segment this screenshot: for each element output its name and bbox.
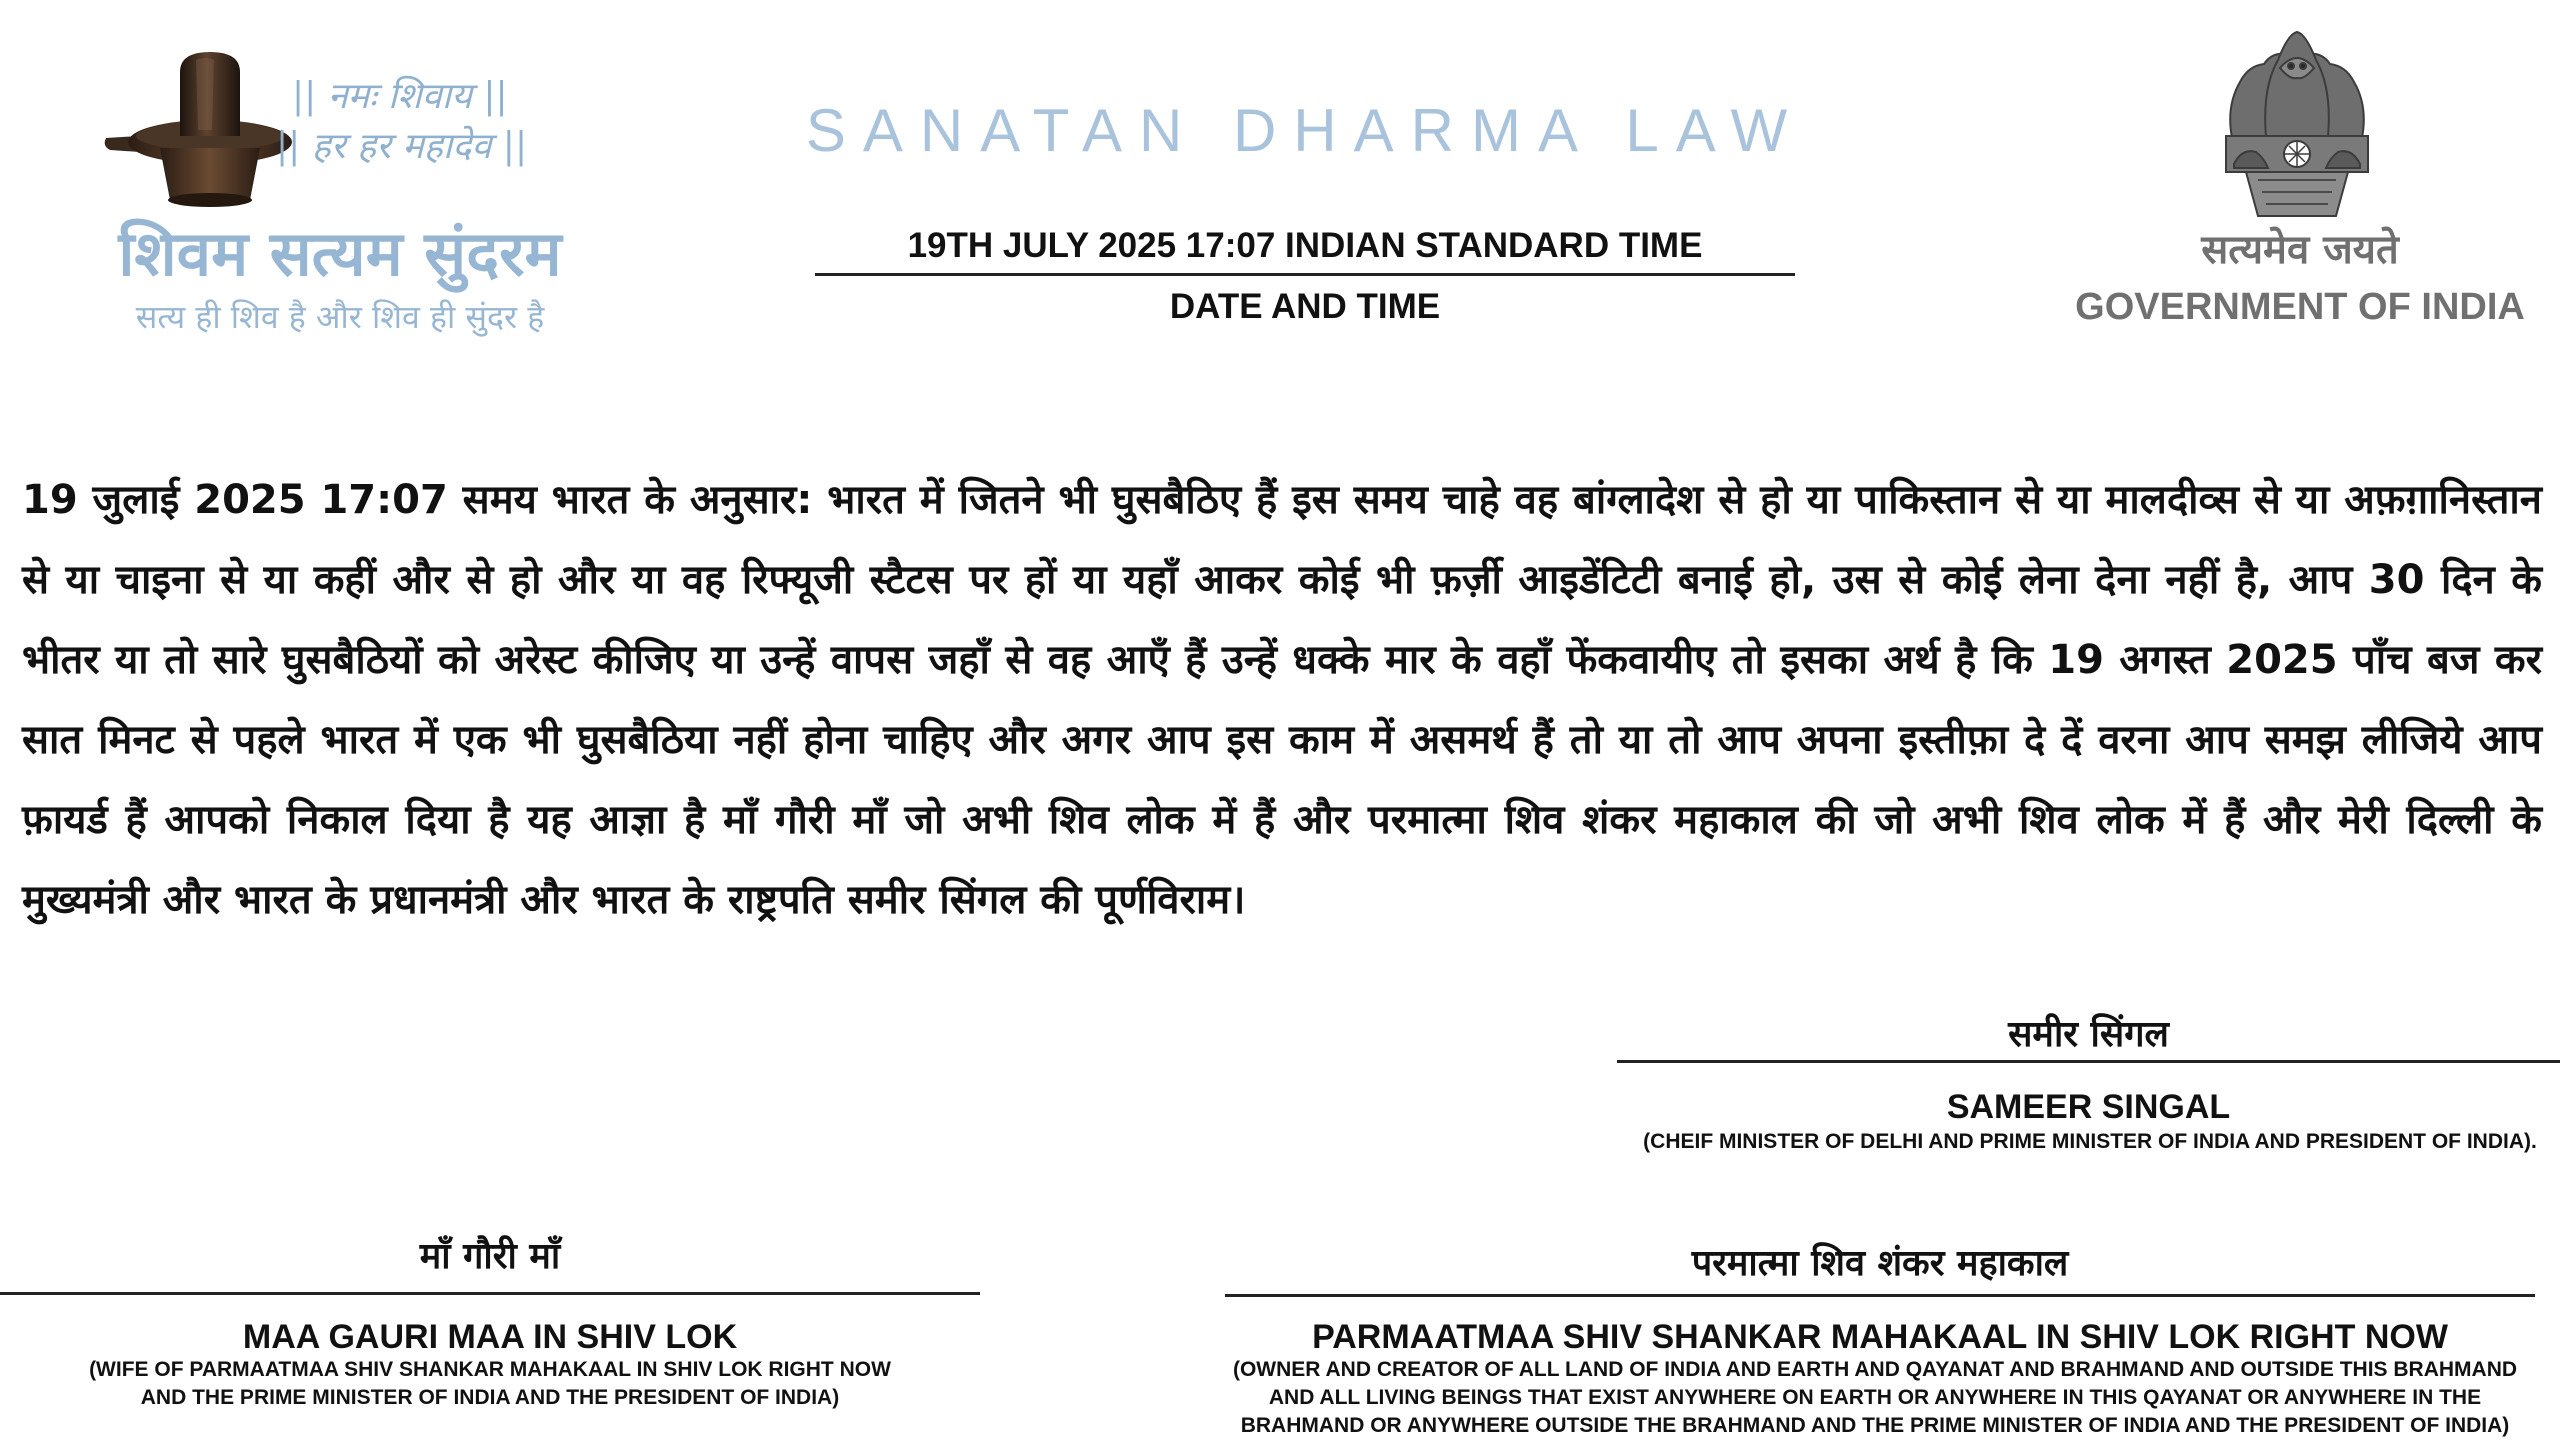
ashoka-lion-capital-icon (2212, 18, 2382, 223)
signature-sameer-name: SAMEER SINGAL (1946, 1088, 2231, 1126)
signature-shiv-role-line: BRAHMAND OR ANYWHERE OUTSIDE THE BRAHMAND AND THE PRIME MINISTER OF INDIA AND THE PRESIDENT OF INDIA) (1240, 1414, 2510, 1437)
mantra-har-har-mahadev: || हर हर महादेव || (276, 126, 528, 167)
shiva-logo-block (60, 20, 620, 350)
signature-shiv-name: PARMAATMAA SHIV SHANKAR MAHAKAAL IN SHIV LOK RIGHT NOW (1312, 1318, 2448, 1356)
signature-gauri-role-line: AND THE PRIME MINISTER OF INDIA AND THE PRESIDENT OF INDIA) (140, 1386, 840, 1409)
mantra-om-namah-shivaya: || नमः शिवाय || (292, 76, 508, 117)
signature-sameer-hindi: समीर सिंगल (2008, 1014, 2169, 1055)
emblem-motto: सत्यमेव जयते (2201, 226, 2399, 273)
signature-gauri-name: MAA GAURI MAA IN SHIV LOK (242, 1318, 738, 1356)
signature-sameer-role: (CHEIF MINISTER OF DELHI AND PRIME MINISTER OF INDIA AND PRESIDENT OF INDIA). (1643, 1130, 2537, 1153)
logo-subtitle: सत्य ही शिव है और शिव ही सुंदर है (135, 298, 545, 336)
datetime-value: 19TH JULY 2025 17:07 INDIAN STANDARD TIME (907, 226, 1703, 265)
datetime-label: DATE AND TIME (1169, 287, 1441, 326)
signature-gauri-line (0, 1292, 980, 1295)
signature-shiv-role (1190, 1356, 2560, 1440)
signature-shiv-role-line: AND ALL LIVING BEINGS THAT EXIST ANYWHERE ON EARTH OR ANYWHERE IN THIS QAYANAT OR ANYWHERE IN THE (1268, 1386, 2482, 1409)
site-title: SANATAN DHARMA LAW (805, 97, 1805, 164)
datetime-divider (815, 273, 1795, 276)
logo-title: शिवम सत्यम सुंदरम (118, 217, 562, 290)
signature-shiv-line (1225, 1294, 2535, 1297)
emblem-organization: GOVERNMENT OF INDIA (2075, 286, 2525, 328)
signature-gauri-role-line: (WIFE OF PARMAATMAA SHIV SHANKAR MAHAKAAL IN SHIV LOK RIGHT NOW (89, 1358, 891, 1381)
signature-gauri-role (0, 1356, 980, 1412)
signature-sameer-line (1617, 1060, 2560, 1063)
signature-shiv-role-line: (OWNER AND CREATOR OF ALL LAND OF INDIA AND EARTH AND QAYANAT AND BRAHMAND AND OUTSIDE THIS BRAHMAND (1232, 1358, 2518, 1381)
signature-shiv-hindi: परमात्मा शिव शंकर महाकाल (1691, 1243, 2069, 1284)
decree-paragraph: 19 जुलाई 2025 17:07 समय भारत के अनुसार: भारत में जितने भी घुसबैठिए हैं इस समय चाहे वह बांग्लादेश से हो या पाकिस्तान से या मालदीव्स से या अफ़ग़ानिस्तान से या चाइना से या कहीं और से हो और या वह रिफ्यूजी स्टैटस पर हों या यहाँ आकर कोई भी फ़र्ज़ी आइडेंटिटी बनाई हो, उस से कोई लेना देना नहीं है, आप 30 दिन के भीतर या तो सारे घुसबैठियों को अरेस्ट कीजिए या उन्हें वापस जहाँ से वह आएँ हैं उन्हें धक्के मार के वहाँ फेंकवायीए तो इसका अर्थ है कि 19 अगस्त 2025 पाँच बज कर सात मिनट से पहले भारत में एक भी घुसबैठिया नहीं होना चाहिए और अगर आप इस काम में असमर्थ हैं तो या तो आप अपना इस्तीफ़ा दे दें वरना आप समझ लीजिये आप फ़ायर्ड हैं आपको निकाल दिया है यह आज्ञा है माँ गौरी माँ जो अभी शिव लोक में हैं और परमात्मा शिव शंकर महाकाल की जो अभी शिव लोक में हैं और मेरी दिल्ली के मुख्यमंत्री और भारत के प्रधानमंत्री और भारत के राष्ट्रपति समीर सिंगल की पूर्णविराम। (22, 477, 2542, 923)
signature-gauri-hindi: माँ गौरी माँ (419, 1236, 561, 1277)
